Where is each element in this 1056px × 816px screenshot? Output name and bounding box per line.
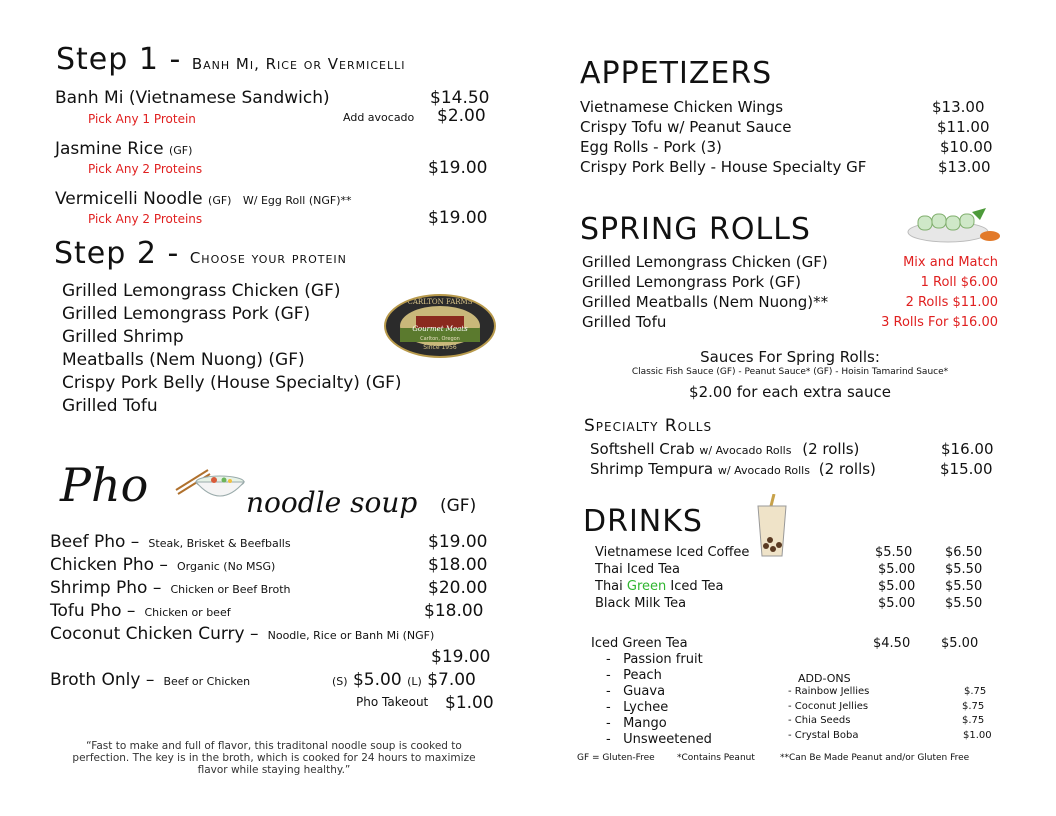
jasmine-rice <box>55 139 192 159</box>
spring-rolls-plate-icon <box>906 206 1002 246</box>
spring-roll-name: Grilled Tofu <box>582 313 667 331</box>
pho-item-desc: Chicken or Beef Broth <box>170 583 291 596</box>
pho-item-price: $20.00 <box>428 578 488 598</box>
curry-desc: Noodle, Rice or Banh Mi (NGF) <box>267 629 435 642</box>
appetizer-price: $10.00 <box>940 138 993 156</box>
drinks-heading: DRINKS <box>583 504 703 539</box>
drink-price-small: $5.00 <box>878 562 916 577</box>
specialty-heading: Specialty Rolls <box>584 416 713 436</box>
appetizer-name: Vietnamese Chicken Wings <box>580 98 784 116</box>
spring-rolls-list <box>582 253 1002 333</box>
pho-item-name: Tofu Pho – <box>50 601 136 621</box>
spring-roll-name: Grilled Meatballs (Nem Nuong)** <box>582 293 829 311</box>
pho-item-price: $18.00 <box>424 601 484 621</box>
drink-price-large: $6.50 <box>945 545 983 560</box>
vermicelli-note: Pick Any 2 Proteins <box>88 212 203 226</box>
appetizer-price: $13.00 <box>938 158 991 176</box>
pho-item-desc: Chicken or beef <box>144 606 231 619</box>
specialty-price: $16.00 <box>941 440 994 458</box>
appetizer-row <box>580 98 1000 118</box>
takeout-label: Pho Takeout <box>356 695 429 709</box>
addon-name: - Coconut Jellies <box>788 700 869 712</box>
drink-price-large: $5.50 <box>945 562 983 577</box>
drink-name-part: Iced Tea <box>666 579 724 594</box>
spring-roll-row <box>582 313 1002 333</box>
curry-name: Coconut Chicken Curry – <box>50 624 259 644</box>
addon-name: - Chia Seeds <box>788 715 851 726</box>
flavor-name: Peach <box>623 668 662 683</box>
curry-price: $19.00 <box>431 647 491 667</box>
step2-heading <box>54 236 347 271</box>
appetizer-price: $13.00 <box>932 98 985 116</box>
step1-title: Step 1 - <box>56 42 192 77</box>
specialty-qty: (2 rolls) <box>818 460 876 478</box>
step1-subtitle: Banh Mi, Rice or Vermicelli <box>191 55 406 73</box>
protein-item: Meatballs (Nem Nuong) (GF) <box>62 350 305 370</box>
appetizers-heading: APPETIZERS <box>580 56 773 91</box>
addon-price: $1.00 <box>963 729 992 741</box>
pho-item-name: Chicken Pho – <box>50 555 168 575</box>
flavor-item: - Mango <box>606 716 667 731</box>
pho-subtitle: noodle soup <box>246 486 418 519</box>
protein-item: Grilled Tofu <box>62 396 158 416</box>
pho-quote: “Fast to make and full of flavor, this traditonal noodle soup is cooked to perfection. The key is in the broth, which is cooked for 24 hours to maximize flavor while staying healthy.” <box>72 740 476 776</box>
flavor-item: - Peach <box>606 668 662 683</box>
addon-name: - Crystal Boba <box>788 729 859 741</box>
pho-row <box>50 601 498 624</box>
logo-bottom-text: Carlton, Oregon <box>420 336 460 342</box>
pho-title: Pho <box>60 458 149 512</box>
protein-list <box>62 280 402 418</box>
drink-name: Black Milk Tea <box>595 596 687 611</box>
appetizer-row <box>580 158 1000 178</box>
logo-since-text: Since 1956 <box>423 344 457 351</box>
drink-row <box>595 562 995 579</box>
protein-item: Grilled Lemongrass Chicken (GF) <box>62 281 341 301</box>
addon-price: $.75 <box>962 715 985 726</box>
flavor-name: Guava <box>623 684 666 699</box>
pho-item-desc: Steak, Brisket & Beefballs <box>148 537 291 550</box>
pho-item-name: Shrimp Pho – <box>50 578 162 598</box>
drink-price-small: $5.00 <box>878 579 916 594</box>
specialty-name: Shrimp Tempura <box>590 460 714 478</box>
curry-row <box>50 624 498 647</box>
broth-large-price: $7.00 <box>427 670 476 690</box>
flavor-name: Mango <box>623 716 667 731</box>
extra-sauce-note: $2.00 for each extra sauce <box>689 383 891 401</box>
specialty-row <box>590 460 1000 480</box>
vermicelli <box>55 189 352 209</box>
drink-name <box>595 579 723 594</box>
banh-mi-addon: Add avocado <box>343 111 415 124</box>
spring-roll-name: Grilled Lemongrass Chicken (GF) <box>582 253 828 271</box>
green-tea-flavors <box>606 652 712 748</box>
spring-roll-pricing: 3 Rolls For $16.00 <box>881 315 998 330</box>
flavor-name: Passion fruit <box>623 652 703 667</box>
pho-tag: (GF) <box>440 496 477 516</box>
banh-mi-addon-price: $2.00 <box>437 106 486 126</box>
jasmine-price: $19.00 <box>428 158 488 178</box>
green-tea-row <box>591 636 995 653</box>
broth-prices <box>332 670 476 690</box>
drink-name-green: Green <box>626 579 667 594</box>
appetizer-row <box>580 138 1000 158</box>
legend-ngf: **Can Be Made Peanut and/or Gluten Free <box>780 753 970 763</box>
specialty-list <box>590 440 1000 480</box>
pho-bowl-icon <box>174 464 246 508</box>
takeout-row <box>50 693 498 716</box>
spring-roll-pricing: Mix and Match <box>903 255 998 270</box>
pho-row <box>50 555 498 578</box>
spring-roll-row <box>582 253 1002 273</box>
drink-row <box>595 545 995 562</box>
drink-price-small: $5.50 <box>875 545 913 560</box>
broth-small-price: $5.00 <box>352 670 402 690</box>
logo-mid-text: Gourmet Meats <box>412 325 468 333</box>
legend-peanut: *Contains Peanut <box>677 753 755 763</box>
green-tea-name: Iced Green Tea <box>591 636 688 651</box>
specialty-name: Softshell Crab <box>590 440 695 458</box>
specialty-desc: w/ Avocado Rolls <box>717 464 810 477</box>
drink-price-large: $5.50 <box>945 579 983 594</box>
vermicelli-name: Vermicelli Noodle <box>55 189 203 209</box>
protein-item: Crispy Pork Belly (House Specialty) (GF) <box>62 373 402 393</box>
appetizer-name: Crispy Tofu w/ Peanut Sauce <box>580 118 792 136</box>
addon-row <box>788 730 998 745</box>
pho-row <box>50 532 498 555</box>
broth-row <box>50 670 498 693</box>
protein-item: Grilled Lemongrass Pork (GF) <box>62 304 311 324</box>
drink-row <box>595 596 995 613</box>
carlton-farms-logo <box>384 294 496 358</box>
drink-price-large: $5.50 <box>945 596 983 611</box>
broth-small-label: (S) <box>332 675 348 688</box>
step2-title: Step 2 - <box>54 236 190 271</box>
pho-item-desc: Organic (No MSG) <box>177 560 276 573</box>
flavor-name: Lychee <box>623 700 669 715</box>
banh-mi-name: Banh Mi (Vietnamese Sandwich) <box>55 88 330 108</box>
pho-row <box>50 578 498 601</box>
spring-roll-pricing: 2 Rolls $11.00 <box>905 295 998 310</box>
appetizers-list <box>580 98 1000 178</box>
broth-desc: Beef or Chicken <box>163 675 251 688</box>
banh-mi-price: $14.50 <box>430 88 490 108</box>
drink-name: Vietnamese Iced Coffee <box>595 545 750 560</box>
banh-mi-note: Pick Any 1 Protein <box>88 112 196 126</box>
sauces-list: Classic Fish Sauce (GF) - Peanut Sauce* (GF) - Hoisin Tamarind Sauce* <box>631 367 949 377</box>
broth-large-label: (L) <box>407 675 422 688</box>
legend-gf: GF = Gluten-Free <box>577 753 655 763</box>
drink-row <box>595 579 995 596</box>
appetizer-price: $11.00 <box>937 118 990 136</box>
addon-name: - Rainbow Jellies <box>788 686 870 697</box>
takeout-price: $1.00 <box>445 693 494 713</box>
jasmine-name: Jasmine Rice <box>55 139 164 159</box>
step1-heading <box>56 42 406 77</box>
addon-row <box>788 701 998 716</box>
addon-row <box>788 715 998 730</box>
jasmine-note: Pick Any 2 Proteins <box>88 162 203 176</box>
pho-item-price: $19.00 <box>428 532 488 552</box>
step2-subtitle: Choose your protein <box>189 249 347 267</box>
drink-price-small: $5.00 <box>878 596 916 611</box>
vermicelli-extra: W/ Egg Roll (NGF)** <box>242 194 352 207</box>
logo-top-text: CARLTON FARMS <box>407 298 473 306</box>
green-tea-price-large: $5.00 <box>941 636 979 651</box>
drinks-list <box>595 545 995 613</box>
spring-roll-name: Grilled Lemongrass Pork (GF) <box>582 273 801 291</box>
spring-roll-row <box>582 293 1002 313</box>
addon-price: $.75 <box>964 686 987 697</box>
vermicelli-tag: (GF) <box>208 194 232 207</box>
flavor-item: - Lychee <box>606 700 669 715</box>
flavor-item: - Guava <box>606 684 666 699</box>
protein-item: Grilled Shrimp <box>62 327 184 347</box>
spring-roll-pricing: 1 Roll $6.00 <box>920 275 998 290</box>
specialty-desc: w/ Avocado Rolls <box>699 444 792 457</box>
drink-name: Thai Iced Tea <box>595 562 680 577</box>
jasmine-tag: (GF) <box>168 144 193 157</box>
spring-roll-row <box>582 273 1002 293</box>
appetizer-name: Egg Rolls - Pork (3) <box>580 138 722 156</box>
drink-name-part: Thai <box>595 579 627 594</box>
flavor-item: - Passion fruit <box>606 652 703 667</box>
green-tea-price-small: $4.50 <box>873 636 911 651</box>
pho-item-price: $18.00 <box>428 555 488 575</box>
appetizer-name: Crispy Pork Belly - House Specialty GF <box>580 158 867 176</box>
sauces-title: Sauces For Spring Rolls: <box>700 348 880 366</box>
flavor-item: - Unsweetened <box>606 732 712 747</box>
spring-rolls-heading: SPRING ROLLS <box>580 212 811 247</box>
vermicelli-price: $19.00 <box>428 208 488 228</box>
broth-name: Broth Only – <box>50 670 155 690</box>
specialty-row <box>590 440 1000 460</box>
pho-item-name: Beef Pho – <box>50 532 140 552</box>
addons-list <box>788 686 998 744</box>
appetizer-row <box>580 118 1000 138</box>
addon-row <box>788 686 998 701</box>
specialty-qty: (2 rolls) <box>802 440 860 458</box>
flavor-name: Unsweetened <box>623 732 712 747</box>
addon-price: $.75 <box>962 700 985 712</box>
pho-menu <box>50 532 498 716</box>
specialty-price: $15.00 <box>940 460 993 478</box>
addons-title: ADD-ONS <box>798 672 851 685</box>
curry-price-row <box>50 647 498 670</box>
